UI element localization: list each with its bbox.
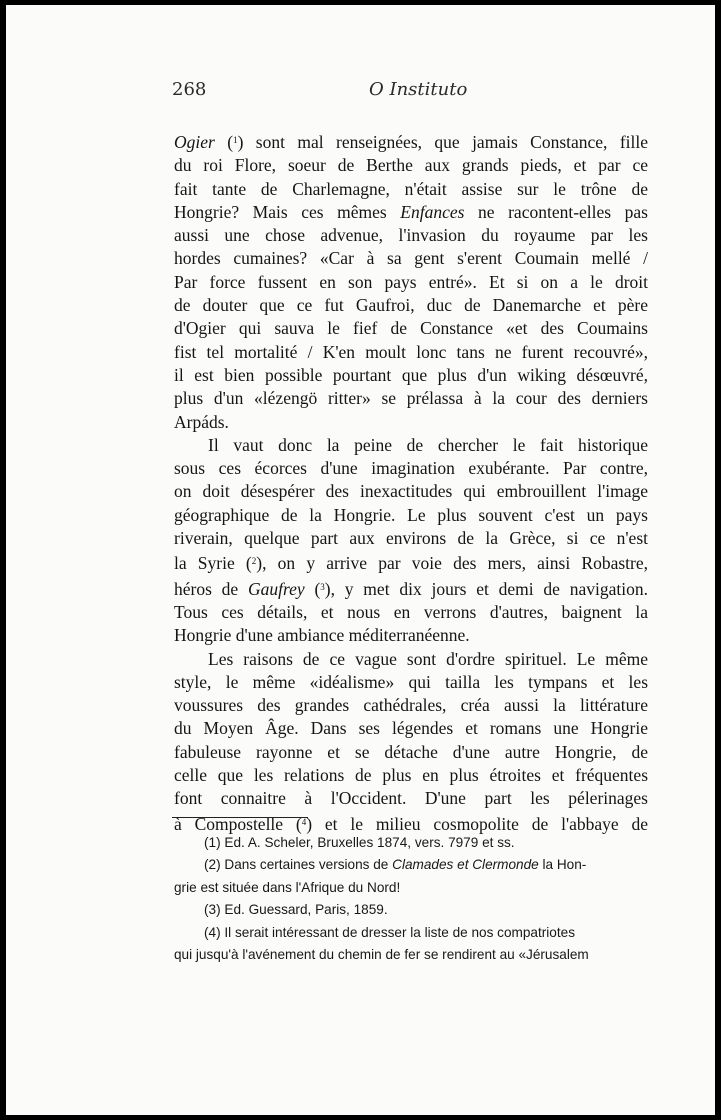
book-page xyxy=(6,5,715,1115)
footnote-ref: 3 xyxy=(320,581,325,592)
footnote-continuation: grie est située dans l'Afrique du Nord! xyxy=(174,879,401,895)
italic-title: Gaufrey xyxy=(247,578,305,599)
body-text xyxy=(174,129,648,836)
body-line: on doit désespérer des inexactitudes qui embrouillent l'image xyxy=(174,481,648,502)
body-line: à Compostelle ($^4$) et le milieu cosmopolite de l'abbaye de xyxy=(174,813,649,834)
italic-title: Enfances xyxy=(400,201,465,222)
page-header xyxy=(172,79,652,109)
footnote-mark: (3) xyxy=(204,902,221,918)
footnote: (3) Ed. Guessard, Paris, 1859. xyxy=(204,902,388,918)
body-line: Hongrie? Mais ces mêmes Enfances ne racontent-elles pas xyxy=(174,201,648,222)
running-title: O Instituto xyxy=(369,79,468,100)
footnote-mark: (1) xyxy=(204,835,221,850)
body-line: aussi une chose advenue, l'invasion du royaume par les xyxy=(174,225,648,246)
body-line: fist tel mortalité / K'en moult lonc tans ne furent recouvré», xyxy=(174,341,648,362)
body-line: géographique de la Hongrie. Le plus souvent c'est un pays xyxy=(174,504,648,525)
body-line: de douter que ce fut Gaufroi, duc de Danemarche et père xyxy=(174,295,648,316)
body-line: plus d'un «lézengö ritter» se prélassa à la cour des derniers xyxy=(174,388,648,409)
body-line: héros de Gaufrey ($^3$), y met dix jours et demi de navigation. xyxy=(174,578,648,599)
footnote-rule xyxy=(172,817,308,818)
body-line: d'Ogier qui sauva le fief de Constance «et des Coumains xyxy=(174,318,648,339)
body-line: riverain, quelque part aux environs de la Grèce, si ce n'est xyxy=(174,528,648,549)
footnote-mark: (4) xyxy=(204,924,221,940)
footnote-ref: 2 xyxy=(251,556,257,567)
footnote-ref: 1 xyxy=(233,135,238,145)
body-line: la Syrie ($^2$), on y arrive par voie des mers, ainsi Robastre, xyxy=(174,553,648,574)
italic-title: Ogier xyxy=(174,132,215,152)
body-line: Par force fussent en son pays entré». Et si on a le droit xyxy=(174,271,648,292)
footnote: (4) Il serait intéressant de dresser la liste de nos compatriotes xyxy=(204,924,575,940)
footnotes xyxy=(174,832,648,966)
footnote-ref: 4 xyxy=(301,816,307,827)
body-line: style, le même «idéalisme» qui tailla les tympans et les xyxy=(174,671,648,692)
body-line: voussures des grandes cathédrales, créa aussi la littérature xyxy=(174,695,648,716)
footnote: (2) Dans certaines versions de Clamades et Clermonde la Hon- xyxy=(204,857,587,873)
body-line: fabuleuse rayonne et se détache d'une autre Hongrie, de xyxy=(174,741,648,762)
body-line: du Moyen Âge. Dans ses légendes et romans une Hongrie xyxy=(174,718,648,739)
footnote-continuation: qui jusqu'à l'avénement du chemin de fer se rendirent au «Jérusalem xyxy=(174,947,589,963)
body-line: font connaitre à l'Occident. D'une part les pélerinages xyxy=(174,788,648,809)
italic-title: Clamades et Clermonde xyxy=(392,857,539,873)
body-line: du roi Flore, soeur de Berthe aux grands pieds, et par ce xyxy=(174,155,648,176)
footnote: (1) Ed. A. Scheler, Bruxelles 1874, vers. 7979 et ss. xyxy=(204,835,515,850)
body-line: sous ces écorces d'une imagination exubérante. Par contre, xyxy=(174,458,648,479)
body-line: Ogier ($^1$) sont mal renseignées, que jamais Constance, fille xyxy=(174,132,648,152)
body-line: Hongrie d'une ambiance méditerranéenne. xyxy=(174,625,470,646)
body-line: fait tante de Charlemagne, n'était assise sur le trône de xyxy=(174,178,648,199)
body-line: Les raisons de ce vague sont d'ordre spirituel. Le même xyxy=(208,648,648,669)
body-line: hordes cumaines? «Car à sa gent s'erent Coumain mellé / xyxy=(174,248,648,269)
page-number: 268 xyxy=(172,79,207,100)
body-line: Il vaut donc la peine de chercher le fait historique xyxy=(208,434,648,455)
body-line: Tous ces détails, et nous en verrons d'autres, baignent la xyxy=(174,601,648,622)
body-line: il est bien possible pourtant que plus d'un wiking désœuvré, xyxy=(174,364,648,385)
body-line: celle que les relations de plus en plus étroites et fréquentes xyxy=(174,765,648,786)
footnote-mark: (2) xyxy=(204,857,221,873)
body-line: Arpáds. xyxy=(174,411,229,432)
